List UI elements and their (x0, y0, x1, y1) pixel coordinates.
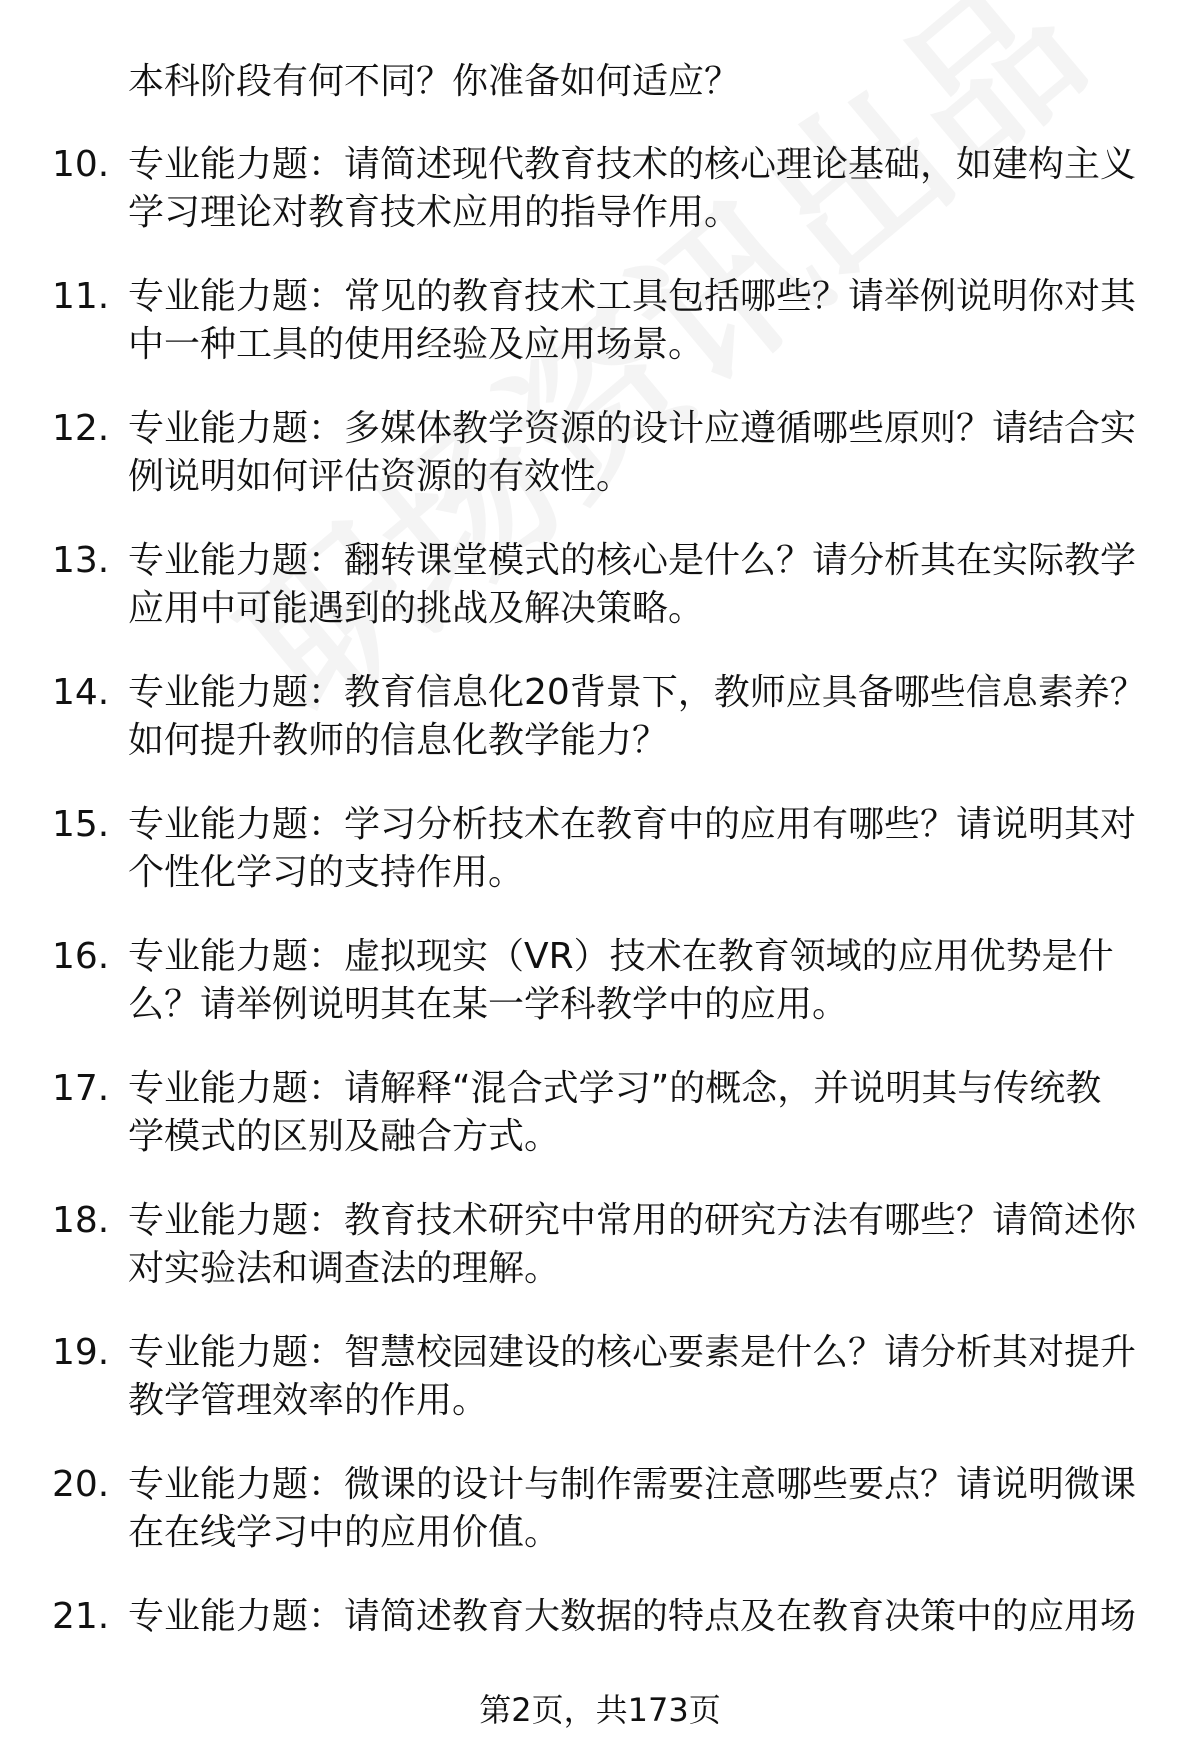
question-number: 21. (52, 1596, 110, 1637)
question-line: 专业能力题：请解释“混合式学习”的概念，并说明其与传统教 (128, 1068, 1102, 1109)
question-item (0, 405, 1200, 537)
question-line: 例说明如何评估资源的有效性。 (128, 456, 633, 497)
question-number: 19. (52, 1332, 110, 1373)
question-item (0, 537, 1200, 669)
question-text (128, 933, 1148, 1029)
question-number: 20. (52, 1464, 110, 1505)
question-line: 个性化学习的支持作用。 (128, 852, 525, 893)
page-footer: 第2页，共173页 (479, 1691, 721, 1729)
question-line: 学模式的区别及融合方式。 (128, 1116, 561, 1157)
question-text (128, 537, 1148, 633)
question-text (128, 1329, 1148, 1425)
question-line: 专业能力题：教育技术研究中常用的研究方法有哪些？请简述你 (128, 1200, 1137, 1241)
question-item (0, 1461, 1200, 1593)
question-line: 教学管理效率的作用。 (128, 1380, 489, 1421)
question-line: 学习理论对教育技术应用的指导作用。 (128, 192, 741, 233)
question-number: 17. (52, 1068, 110, 1109)
question-text (128, 1197, 1148, 1293)
question-number: 15. (52, 804, 110, 845)
question-number: 16. (52, 936, 110, 977)
question-line: 如何提升教师的信息化教学能力？ (128, 720, 669, 761)
question-line: 对实验法和调查法的理解。 (128, 1248, 561, 1289)
question-line: 专业能力题：常见的教育技术工具包括哪些？请举例说明你对其 (128, 276, 1137, 317)
question-number: 14. (52, 672, 110, 713)
question-line: 专业能力题：请简述现代教育技术的核心理论基础，如建构主义 (128, 144, 1137, 185)
question-text (128, 1461, 1148, 1557)
question-line: 专业能力题：教育信息化20背景下，教师应具备哪些信息素养？ (128, 672, 1146, 713)
question-number: 11. (52, 276, 110, 317)
question-number: 10. (52, 144, 110, 185)
question-line: 专业能力题：请简述教育大数据的特点及在教育决策中的应用场 (128, 1596, 1137, 1637)
question-item (0, 1065, 1200, 1197)
question-text (128, 669, 1148, 765)
question-text (128, 801, 1148, 897)
question-number: 13. (52, 540, 110, 581)
question-line: 专业能力题：多媒体教学资源的设计应遵循哪些原则？请结合实 (128, 408, 1137, 449)
question-line: 应用中可能遇到的挑战及解决策略。 (128, 588, 705, 629)
question-line: 专业能力题：翻转课堂模式的核心是什么？请分析其在实际教学 (128, 540, 1137, 581)
question-number: 12. (52, 408, 110, 449)
question-item (0, 141, 1200, 273)
question-line: 专业能力题：学习分析技术在教育中的应用有哪些？请说明其对 (128, 804, 1137, 845)
question-line: 在在线学习中的应用价值。 (128, 1512, 561, 1553)
continuation-line: 本科阶段有何不同？你准备如何适应？ (128, 61, 741, 102)
question-text (128, 1593, 1148, 1641)
question-item (0, 801, 1200, 933)
question-text (128, 273, 1148, 369)
question-number: 18. (52, 1200, 110, 1241)
question-item (0, 273, 1200, 405)
question-line: 么？请举例说明其在某一学科教学中的应用。 (128, 984, 849, 1025)
question-text (128, 1065, 1148, 1161)
question-item (0, 1329, 1200, 1461)
question-item (0, 669, 1200, 801)
question-text (128, 141, 1148, 237)
question-item (0, 933, 1200, 1065)
question-line: 中一种工具的使用经验及应用场景。 (128, 324, 705, 365)
question-list (0, 141, 1200, 1725)
question-line: 专业能力题：虚拟现实（VR）技术在教育领域的应用优势是什 (128, 936, 1114, 977)
question-line: 专业能力题：微课的设计与制作需要注意哪些要点？请说明微课 (128, 1464, 1137, 1505)
question-item (0, 1197, 1200, 1329)
question-text (128, 405, 1148, 501)
question-line: 专业能力题：智慧校园建设的核心要素是什么？请分析其对提升 (128, 1332, 1137, 1373)
